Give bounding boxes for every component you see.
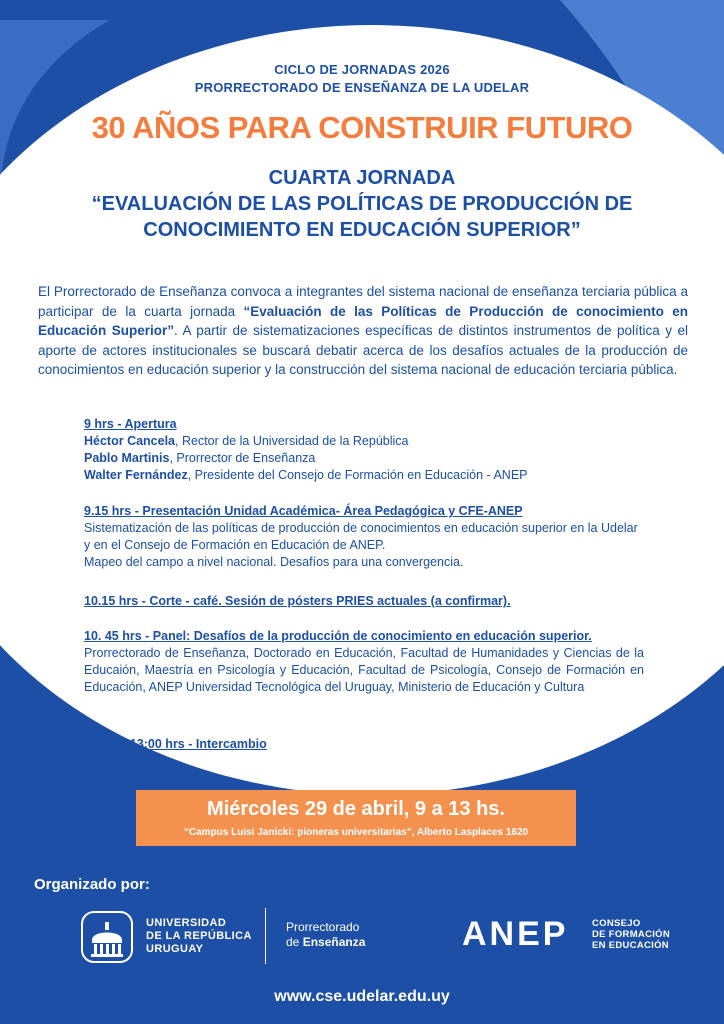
udelar-logo-icon <box>80 910 134 964</box>
speaker-role: , Presidente del Consejo de Formación en Educación - ANEP <box>187 468 528 482</box>
prorrectorado-line2-bold: Enseñanza <box>302 935 366 949</box>
cfe-line2: DE FORMACIÓN <box>592 929 671 940</box>
speaker-line <box>84 467 644 484</box>
cycle-heading: CICLO DE JORNADAS 2026 <box>274 62 450 77</box>
speaker-name: Pablo Martinis <box>84 451 170 465</box>
event-date-box <box>136 790 576 846</box>
program-exchange <box>84 736 644 753</box>
speaker-name: Walter Fernández <box>84 468 188 482</box>
speaker-role: , Prorrector de Enseñanza <box>169 451 316 465</box>
presentation-text: Sistematización de las políticas de producción de conocimientos en educación superior en la Udelar y en el Consejo de Formación en Educación de ANEP. <box>84 521 638 552</box>
exchange-heading: 12:15 a 13:00 hrs - Intercambio <box>84 737 267 751</box>
anep-logo: ANEP <box>462 915 569 953</box>
cfe-line1: CONSEJO <box>592 918 641 929</box>
cfe-logo-text <box>592 918 670 951</box>
intro-text-bold: “Evaluación de las Políticas de Producción de conocimiento en Educación Superior” <box>38 303 688 338</box>
program-opening <box>84 416 644 484</box>
speaker-line <box>84 450 644 467</box>
udelar-line3: URUGUAY <box>146 943 204 955</box>
presentation-heading: 9.15 hrs - Presentación Unidad Académica- Área Pedagógica y CFE-ANEP <box>84 504 523 518</box>
office-heading: PRORRECTORADO DE ENSEÑANZA DE LA UDELAR <box>194 80 530 95</box>
intro-text-end: . A partir de sistematizaciones específicas de distintos instrumentos de política y el aporte de actores institucionales se buscará debatir acerca de los desafíos actuales de la producción de conocimientos en educación superior y la construcción del sistema nacional de educación terciaria pública. <box>38 323 688 377</box>
udelar-logo-text <box>146 917 252 956</box>
prorrectorado-line1: Prorrectorado <box>286 920 360 934</box>
event-venue: “Campus Luisi Janicki: pioneras universitarias”, Alberto Lasplaces 1620 <box>183 827 529 838</box>
logo-divider <box>265 908 266 964</box>
panel-heading: 10. 45 hrs - Panel: Desafíos de la producción de conocimiento en educación superior. <box>84 629 592 643</box>
main-title: 30 AÑOS PARA CONSTRUIR FUTURO <box>91 110 633 145</box>
speaker-name: Héctor Cancela <box>84 434 176 448</box>
intro-text-start: El Prorrectorado de Enseñanza convoca a integrantes del sistema nacional de enseñanza terciaria pública a participar de la cuarta jornada <box>38 284 688 319</box>
session-title: CUARTA JORNADA <box>268 167 456 189</box>
event-date: Miércoles 29 de abril, 9 a 13 hs. <box>207 798 505 820</box>
theme-title-line1: “EVALUACIÓN DE LAS POLÍTICAS DE PRODUCCIÓN DE <box>91 193 633 215</box>
speaker-role: , Rector de la Universidad de la República <box>175 434 409 448</box>
organized-by-label: Organizado por: <box>34 876 150 893</box>
udelar-line2: DE LA REPÚBLICA <box>146 930 252 942</box>
program-break <box>84 593 644 610</box>
website-link[interactable]: www.cse.udelar.edu.uy <box>274 988 450 1005</box>
prorrectorado-logo-text <box>286 920 365 950</box>
udelar-line1: UNIVERSIDAD <box>146 917 227 929</box>
cfe-line3: EN EDUCACIÓN <box>592 940 669 951</box>
program-panel <box>84 628 644 696</box>
opening-heading: 9 hrs - Apertura <box>84 417 177 431</box>
prorrectorado-line2-pre: de <box>286 935 303 949</box>
program-presentation <box>84 503 644 571</box>
intro-paragraph <box>38 282 688 380</box>
break-heading: 10.15 hrs - Corte - café. Sesión de pósters PRIES actuales (a confirmar). <box>84 594 511 608</box>
presentation-text-2: Mapeo del campo a nivel nacional. Desafíos para una convergencia. <box>84 555 464 569</box>
speaker-line <box>84 433 644 450</box>
panel-text: Prorrectorado de Enseñanza, Doctorado en Educación, Facultad de Humanidades y Ciencias de la Educaión, Maestría en Psicología y Educación, Facultad de Psicología, Consejo de Formación en Educación, ANEP Universidad Tecnológica del Uruguay, Ministerio de Educación y Cultura <box>84 646 644 694</box>
theme-title-line2: CONOCIMIENTO EN EDUCACIÓN SUPERIOR” <box>143 219 581 241</box>
